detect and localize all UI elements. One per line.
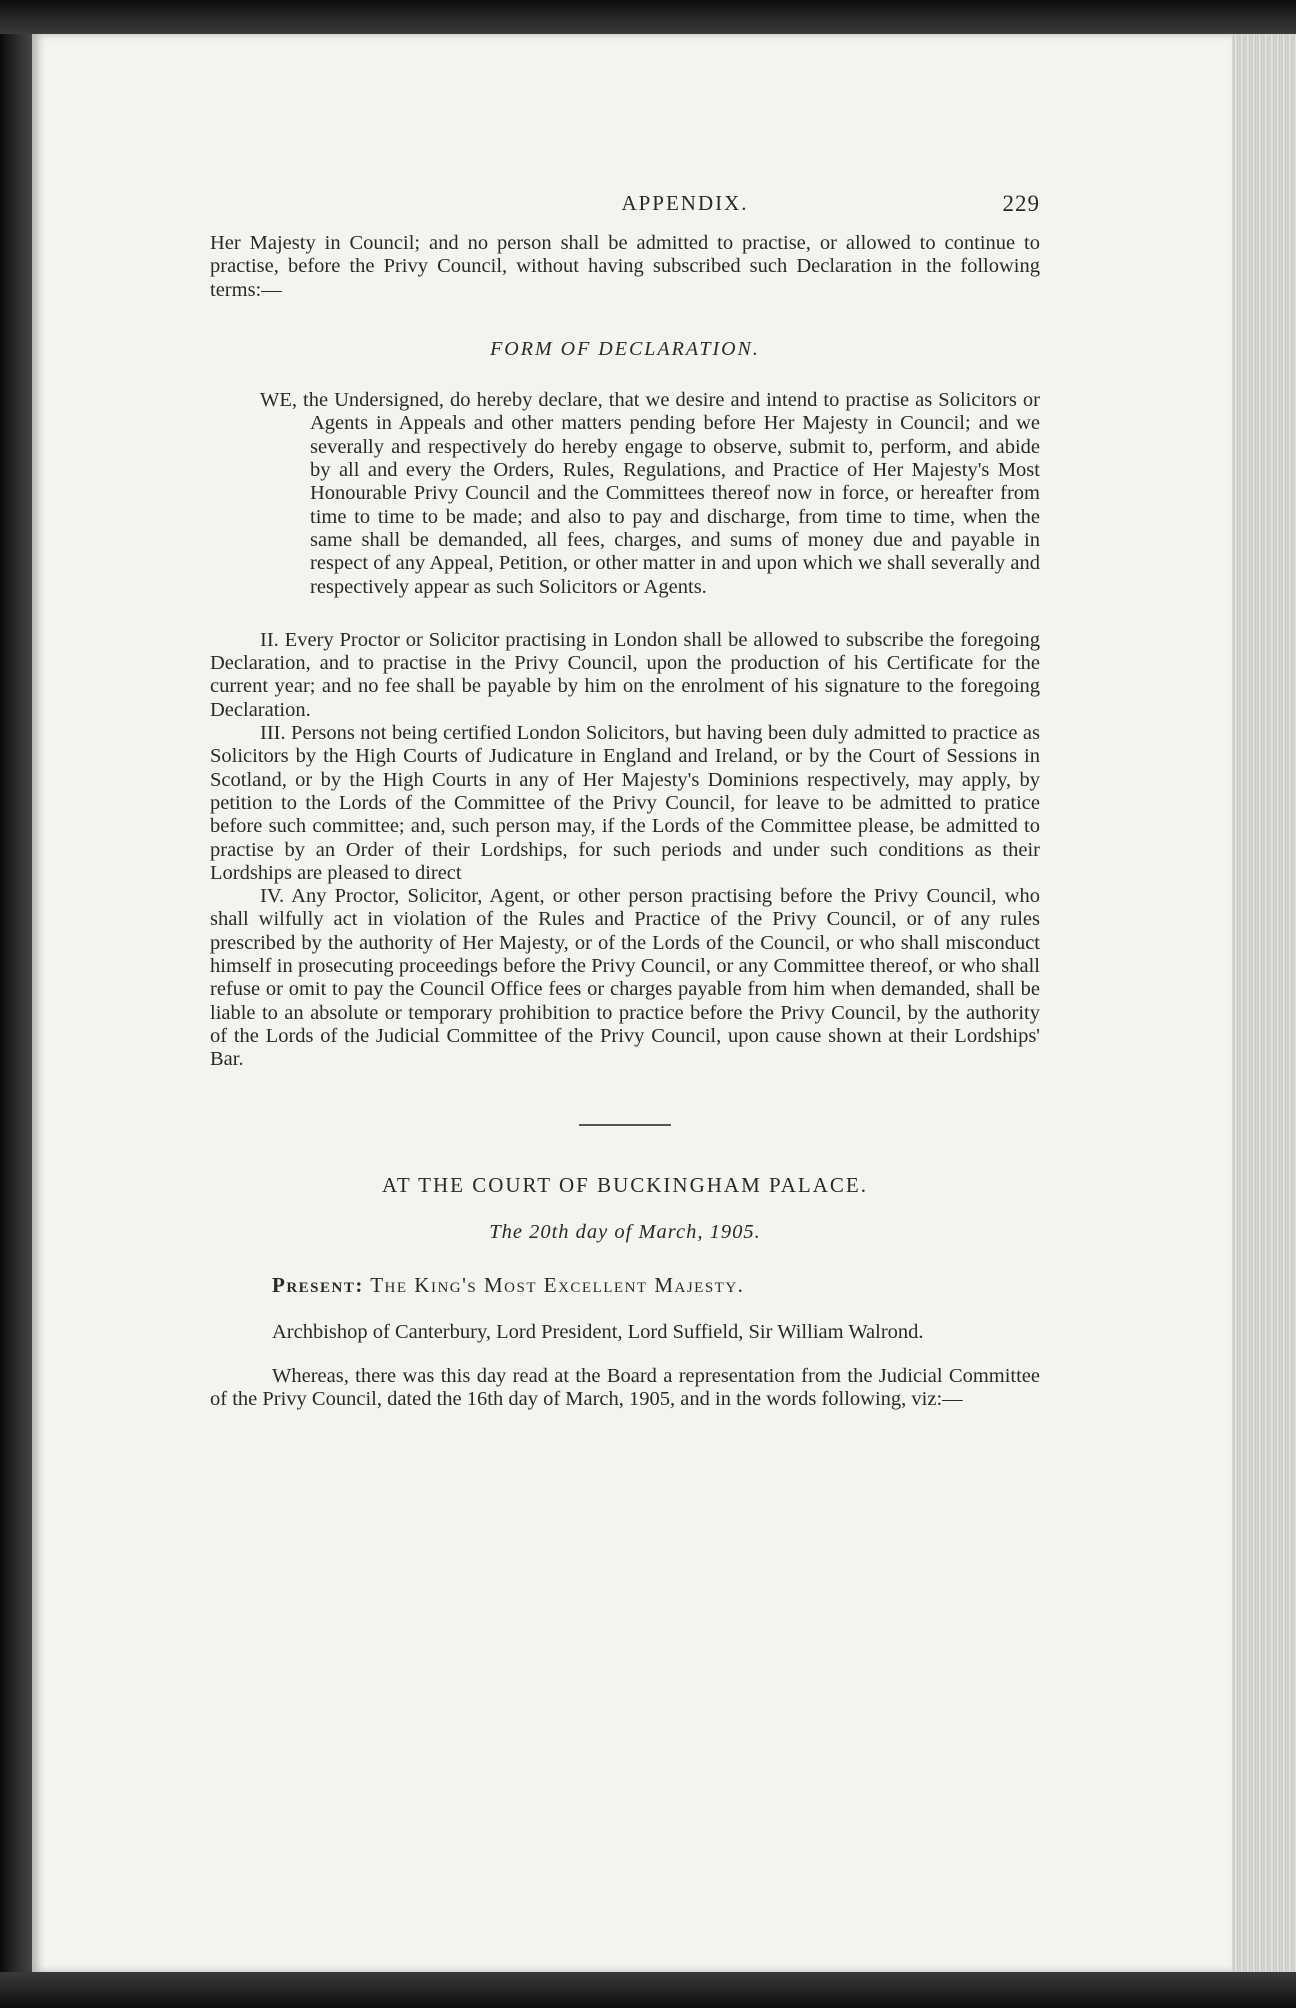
rules-section <box>210 629 1040 1072</box>
form-heading: FORM OF DECLARATION. <box>490 337 760 360</box>
declaration-paragraph: WE, the Undersigned, do hereby declare, that we desire and intend to practise as Solicitors or Agents in Appeals and other matters pending before Her Majesty in Council; and we severally and respectively do hereby engage to observe, submit to, perform, and abide by all and every the Orders, Rules, Regulations, and Practice of Her Majesty's Most Honourable Privy Council and the Committees thereof now in force, or hereafter from time to time to be made; and also to pay and discharge, from time to time, when the same shall be demanded, all fees, charges, and sums of money due and payable in respect of any Appeal, Petition, or other matter in and upon which we shall severally and respectively appear as such Solicitors or Agents. <box>260 389 1040 598</box>
page-content <box>210 192 1040 1431</box>
page-header <box>210 192 1040 232</box>
section-separator <box>579 1124 671 1126</box>
rule-paragraph-iii: III. Persons not being certified London Solicitors, but having been duly admitted to practice as Solicitors by the High Courts of Judicature in England and Ireland, or by the Court of Sessions in Scotland, or by the High Courts in any of Her Majesty's Dominions respectively, may apply, by petition to the Lords of the Committee of the Privy Council, for leave to be admitted to pratice before such committee; and, such person may, if the Lords of the Committee please, be admitted to practise by an Order of their Lordships, for such periods and under such conditions as their Lordships are pleased to direct <box>210 722 1040 884</box>
whereas-paragraph: Whereas, there was this day read at the Board a representation from the Judicial Committee of the Privy Council, dated the 16th day of March, 1905, and in the words following, viz:— <box>210 1364 1040 1410</box>
present-line <box>210 1274 1040 1297</box>
present-text: The King's Most Excellent Majesty. <box>370 1273 745 1298</box>
page-stack-edge <box>1232 34 1296 1972</box>
running-head: APPENDIX. <box>621 191 749 215</box>
left-book-gutter <box>0 34 32 1972</box>
attendees-paragraph: Archbishop of Canterbury, Lord President, Lord Suffield, Sir William Walrond. <box>272 1321 924 1344</box>
court-date: The 20th day of March, 1905. <box>489 1220 761 1243</box>
court-title: AT THE COURT OF BUCKINGHAM PALACE. <box>381 1172 869 1197</box>
intro-paragraph: Her Majesty in Council; and no person shall be admitted to practise, or allowed to continue to practise, before the Privy Council, without having subscribed such Declaration in the following terms:— <box>210 232 1040 301</box>
bottom-scan-border <box>0 1972 1296 2008</box>
page-number: 229 <box>1002 191 1040 216</box>
rule-paragraph-ii: II. Every Proctor or Solicitor practising in London shall be allowed to subscribe the foregoing Declaration, and to practise in the Privy Council, upon the production of his Certificate for the current year; and no fee shall be payable by him on the enrolment of his signature to the foregoing Declaration. <box>210 628 1040 721</box>
top-scan-border <box>0 0 1296 34</box>
rule-paragraph-iv: IV. Any Proctor, Solicitor, Agent, or other person practising before the Privy Council, who shall wilfully act in violation of the Rules and Practice of the Privy Council, or of any rules prescribed by the authority of Her Majesty, or of the Lords of the Council, or who shall misconduct himself in prosecuting proceedings before the Privy Council, or any Committee thereof, or who shall refuse or omit to pay the Council Office fees or charges payable from him when demanded, shall be liable to an absolute or temporary prohibition to practice before the Privy Council, by the authority of the Lords of the Judicial Committee of the Privy Council, upon cause shown at their Lordships' Bar. <box>210 885 1040 1071</box>
present-label: Present: <box>272 1273 364 1298</box>
